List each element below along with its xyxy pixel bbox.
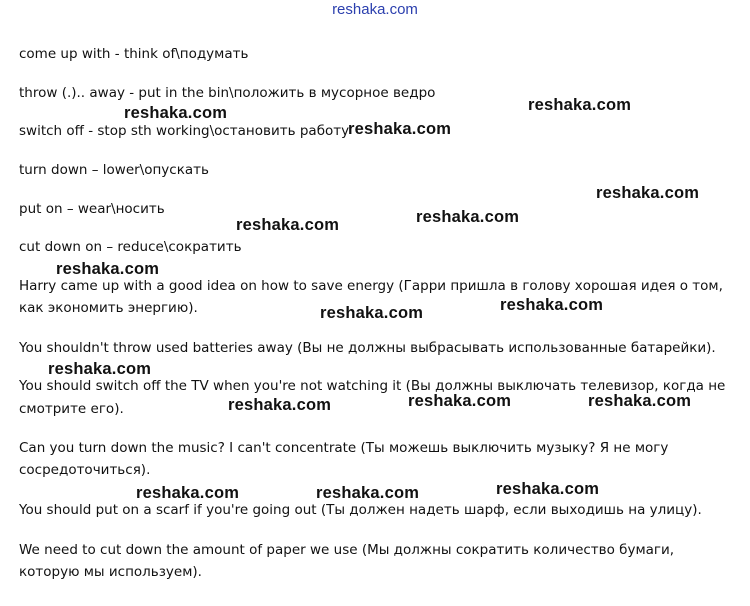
watermark-text: reshaka.com [320,304,424,322]
watermark-text: reshaka.com [316,484,420,502]
watermark-text: reshaka.com [48,360,152,378]
watermark-text: reshaka.com [588,392,692,410]
watermark-text: reshaka.com [500,296,604,314]
phrasal-verb-line: turn down – lower\опускать [19,162,209,178]
example-sentence-line: как экономить энергию). [19,300,198,316]
phrasal-verb-line: switch off - stop sth working\остановить работу [19,123,350,139]
example-sentence-line: Can you turn down the music? I can't concentrate (Ты можешь выключить музыку? Я не могу [19,440,669,456]
phrasal-verb-line: put on – wear\носить [19,201,165,217]
site-watermark-header: reshaka.com [332,1,418,18]
watermark-text: reshaka.com [236,216,340,234]
example-sentence-line: You should put on a scarf if you're going out (Ты должен надеть шарф, если выходишь на улицу). [19,502,702,518]
example-sentence-line: которую мы используем). [19,564,202,580]
phrasal-verb-line: come up with - think of\подумать [19,46,249,62]
phrasal-verb-line: cut down on – reduce\сократить [19,239,242,255]
watermark-text: reshaka.com [496,480,600,498]
watermark-text: reshaka.com [596,184,700,202]
watermark-text: reshaka.com [56,260,160,278]
example-sentence-line: Harry came up with a good idea on how to save energy (Гарри пришла в голову хорошая идея о том, [19,278,723,294]
watermark-text: reshaka.com [136,484,240,502]
phrasal-verb-line: throw (.).. away - put in the bin\положить в мусорное ведро [19,85,436,101]
watermark-text: reshaka.com [528,96,632,114]
example-sentence-line: You should switch off the TV when you're not watching it (Вы должны выключать телевизор, когда не [19,378,726,394]
watermark-text: reshaka.com [408,392,512,410]
watermark-text: reshaka.com [416,208,520,226]
example-sentence-line: сосредоточиться). [19,462,151,478]
watermark-text: reshaka.com [348,120,452,138]
example-sentence-line: We need to cut down the amount of paper we use (Мы должны сократить количество бумаги, [19,542,675,558]
watermark-text: reshaka.com [228,396,332,414]
example-sentence-line: You shouldn't throw used batteries away (Вы не должны выбрасывать использованные батарейки). [19,340,716,356]
example-sentence-line: смотрите его). [19,401,124,417]
watermark-text: reshaka.com [124,104,228,122]
